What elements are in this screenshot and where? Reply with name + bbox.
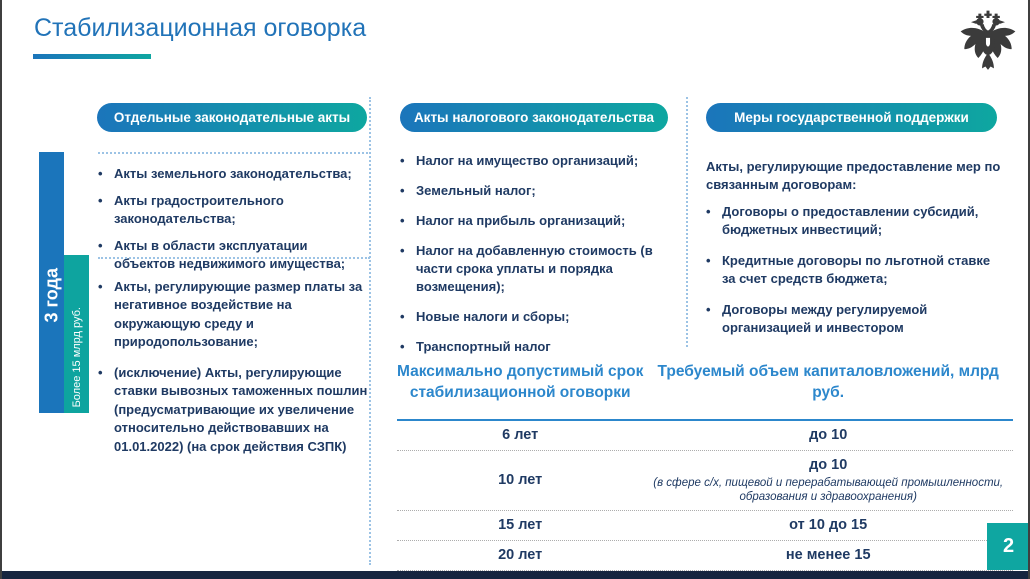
column-header-label: Акты налогового законодательства xyxy=(413,110,655,125)
table-row xyxy=(397,511,1013,541)
table-header-row xyxy=(397,356,1013,421)
table-term-cell: 15 лет xyxy=(498,517,543,534)
table-header-value: Требуемый объем капиталовложений, млрд руб. xyxy=(657,363,999,401)
bullet-dot-icon: • xyxy=(98,166,103,181)
column-header-label: Отдельные законодательные акты xyxy=(113,110,351,125)
bullet-item xyxy=(400,308,683,326)
table-value: до 10 xyxy=(809,426,848,443)
bullet-item xyxy=(98,165,368,183)
bullet-item xyxy=(400,212,683,230)
page-number: 2 xyxy=(1002,535,1015,557)
amount-bar-label: Более 15 млрд руб. xyxy=(70,306,83,407)
page-title: Стабилизационная оговорка xyxy=(34,14,367,42)
bullet-text: Акты в области эксплуатации объектов недвижимого имущества; xyxy=(114,237,346,271)
bullet-text: Кредитные договоры по льготной ставке за счет средств бюджета; xyxy=(722,252,991,286)
bullet-text: Договоры между регулируемой организацией и инвестором xyxy=(722,301,928,335)
column-header-support-measures xyxy=(706,103,997,132)
bullet-dot-icon: • xyxy=(400,153,405,168)
stabilization-table xyxy=(397,356,1013,571)
table-term-cell: 20 лет xyxy=(498,547,543,564)
bullet-dot-icon: • xyxy=(706,204,711,220)
table-header-term: Максимально допустимый срок стабилизационной оговорки xyxy=(397,363,644,401)
support-measures-block xyxy=(706,158,1006,350)
bullet-item xyxy=(706,203,1006,239)
table-value: до 10 xyxy=(809,456,848,473)
bullet-item xyxy=(98,278,370,352)
bullet-text: Налог на прибыль организаций; xyxy=(416,212,626,228)
bullet-text: Транспортный налог xyxy=(416,338,551,354)
amount-bar xyxy=(64,255,89,413)
bullet-item xyxy=(98,192,368,228)
russian-coat-of-arms-icon xyxy=(951,4,1025,78)
tax-acts-list xyxy=(400,152,683,368)
bullet-text: Земельный налог; xyxy=(416,182,536,198)
table-value: от 10 до 15 xyxy=(789,517,868,534)
title-underline xyxy=(33,54,151,59)
bullet-text: Новые налоги и сборы; xyxy=(416,308,570,324)
bullet-dot-icon: • xyxy=(98,192,103,208)
bullet-dot-icon: • xyxy=(98,237,103,253)
table-term-cell: 10 лет xyxy=(498,472,543,489)
bullet-dot-icon: • xyxy=(400,338,405,354)
table-value-cell xyxy=(643,546,1013,565)
bullet-item xyxy=(706,301,1006,337)
table-row xyxy=(397,541,1013,571)
table-body xyxy=(397,421,1013,571)
bullet-dot-icon: • xyxy=(706,301,711,317)
bullet-dot-icon: • xyxy=(400,308,405,324)
bullet-text: Акты земельного законодательства; xyxy=(114,166,352,181)
bullet-text: Акты градостроительного законодательства; xyxy=(114,192,284,226)
table-term-cell: 6 лет xyxy=(502,426,539,443)
bullet-text: Договоры о предоставлении субсидий, бюджетных инвестиций; xyxy=(722,204,979,238)
bullet-dot-icon: • xyxy=(98,364,103,380)
bullet-dot-icon: • xyxy=(706,252,711,268)
bullet-item xyxy=(98,364,370,456)
bullet-text: Налог на имущество организаций; xyxy=(416,153,639,168)
table-value-cell xyxy=(643,426,1013,445)
legislative-acts-list-2 xyxy=(98,257,370,468)
bullet-dot-icon: • xyxy=(400,242,405,258)
bullet-item xyxy=(400,242,683,296)
column-header-tax-acts xyxy=(400,103,668,132)
bullet-item xyxy=(400,152,683,170)
table-value: не менее 15 xyxy=(785,547,871,564)
bullet-text: Акты, регулирующие размер платы за негативное воздействие на окружающую среду и природопользование; xyxy=(114,279,363,350)
bullet-dot-icon: • xyxy=(400,182,405,198)
bullet-text: (исключение) Акты, регулирующие ставки вывозных таможенных пошлин (предусматривающие их увеличение относительно действовавших на 01.01.2022) (на срок действия СЗПК) xyxy=(114,364,368,454)
table-row xyxy=(397,451,1013,512)
bullet-item xyxy=(706,252,1006,288)
column-header-label: Меры государственной поддержки xyxy=(734,110,969,125)
duration-bar xyxy=(39,152,64,413)
column-header-legislative-acts xyxy=(97,103,367,132)
table-value-cell xyxy=(643,456,1013,506)
bullet-item xyxy=(400,182,683,200)
table-row xyxy=(397,421,1013,451)
bullet-text: Налог на добавленную стоимость (в части срока уплаты и порядка возмещения); xyxy=(416,242,653,294)
bullet-dot-icon: • xyxy=(400,212,405,228)
table-value-note: (в сфере с/х, пищевой и перерабатывающей промышленности, образования и здравоохранения) xyxy=(653,476,1004,504)
support-measures-intro: Акты, регулирующие предоставление мер по связанным договорам: xyxy=(706,159,1001,192)
duration-bar-label: 3 года xyxy=(41,268,61,323)
bullet-dot-icon: • xyxy=(98,279,103,294)
footer-bar xyxy=(2,571,1028,579)
table-value-cell xyxy=(643,516,1013,535)
support-measures-list xyxy=(706,203,1006,337)
bullet-item xyxy=(400,338,683,356)
page-number-badge xyxy=(987,523,1030,570)
dotted-separator-vertical-2 xyxy=(686,97,688,347)
